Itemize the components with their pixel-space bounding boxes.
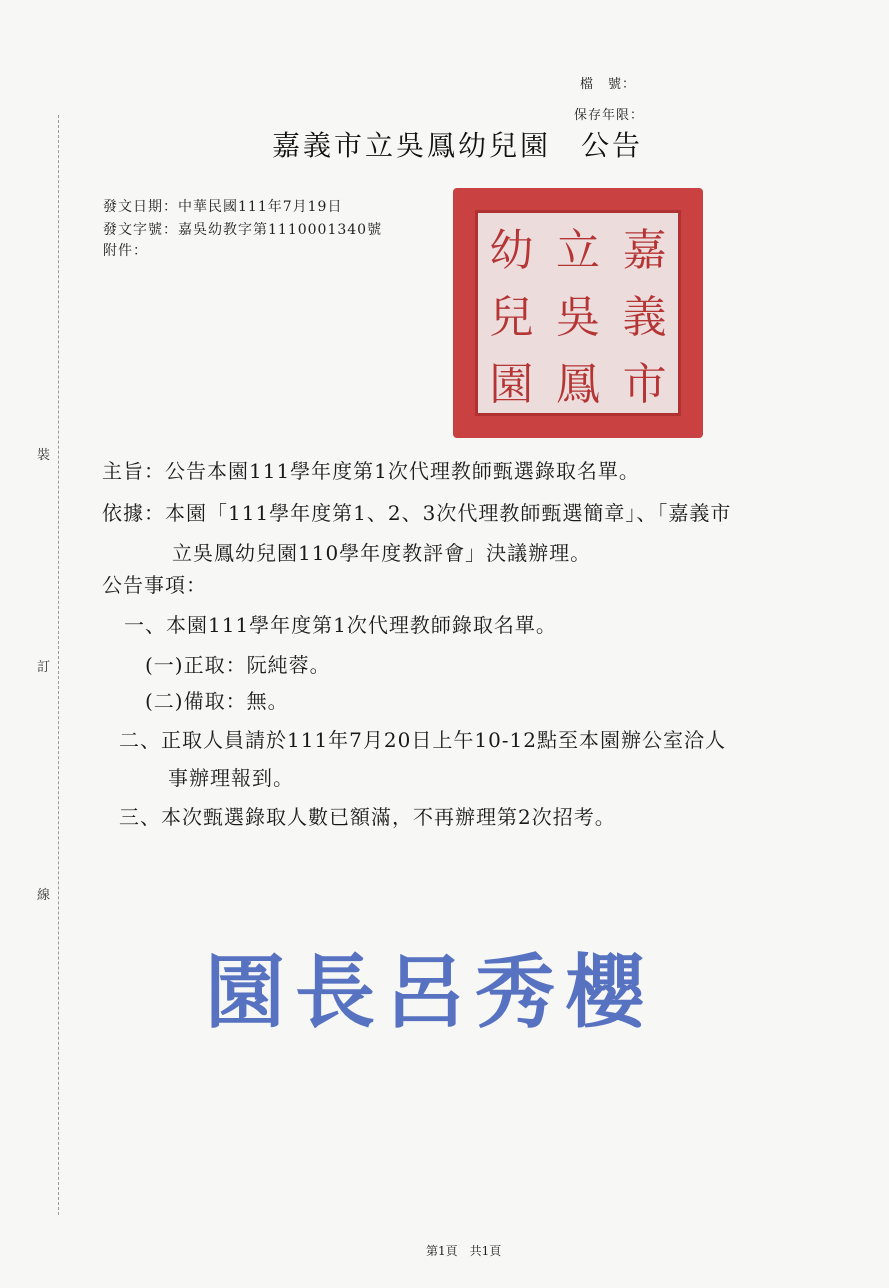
seal-char: 義: [622, 291, 667, 343]
item-1-sub-1: (一)正取：阮純蓉。: [145, 653, 331, 677]
item-1: 一、本園111學年度第1次代理教師錄取名單。: [124, 613, 557, 637]
items-heading: 公告事項：: [102, 573, 207, 597]
basis-line-1: 依據：本園「111學年度第1、2、3次代理教師甄選簡章」、「嘉義市: [102, 501, 732, 525]
official-seal-inner: [475, 210, 681, 416]
item-1-sub-2: (二)備取：無。: [145, 689, 289, 713]
binding-char-3: 線: [37, 888, 51, 903]
signature-char: 呂: [385, 944, 465, 1039]
binding-char-1: 裝: [37, 448, 51, 463]
signature-char: 秀: [475, 944, 555, 1039]
document-type: 公告: [581, 129, 644, 162]
seal-char: 幼: [489, 225, 534, 277]
org-name: 嘉義市立吳鳳幼兒園: [272, 129, 552, 162]
document-title: [272, 124, 643, 164]
seal-char: 市: [622, 358, 667, 410]
seal-char: 吳: [556, 291, 600, 343]
page-footer: 第1頁 共1頁: [426, 1244, 502, 1258]
issue-date-label: 發文日期：: [103, 199, 178, 215]
document-number-value: 嘉吳幼教字第1110001340號: [178, 222, 383, 238]
item-3: 三、本次甄選錄取人數已額滿，不再辦理第2次招考。: [119, 805, 616, 829]
signature-char: 櫻: [565, 944, 645, 1039]
file-number-label: 檔 號：: [580, 77, 637, 92]
document-number-label: 發文字號：: [103, 222, 178, 238]
seal-char: 立: [556, 225, 600, 277]
item-2-line-2: 事辦理報到。: [168, 766, 294, 790]
attachment: [103, 240, 148, 260]
document-number: [103, 219, 382, 239]
official-seal: [453, 188, 703, 438]
signature-char: 園: [205, 944, 285, 1039]
basis-line-2: 立吳鳳幼兒園110學年度教評會」決議辦理。: [172, 541, 592, 565]
issue-date: [103, 196, 342, 216]
seal-char: 嘉: [622, 225, 667, 277]
director-signature-seal: [205, 935, 645, 1039]
issue-date-value: 中華民國111年7月19日: [178, 199, 343, 215]
item-2-line-1: 二、正取人員請於111年7月20日上午10-12點至本園辦公室洽人: [119, 728, 727, 752]
seal-char: 兒: [489, 291, 534, 343]
signature-char: 長: [295, 944, 375, 1039]
retention-label: 保存年限：: [574, 108, 645, 123]
seal-char: 鳳: [556, 358, 600, 410]
subject-line: 主旨：公告本園111學年度第1次代理教師甄選錄取名單。: [102, 459, 640, 483]
binding-char-2: 訂: [37, 660, 51, 675]
binding-line: [58, 115, 59, 1215]
attachment-label: 附件：: [103, 243, 148, 259]
seal-char: 園: [489, 358, 534, 410]
